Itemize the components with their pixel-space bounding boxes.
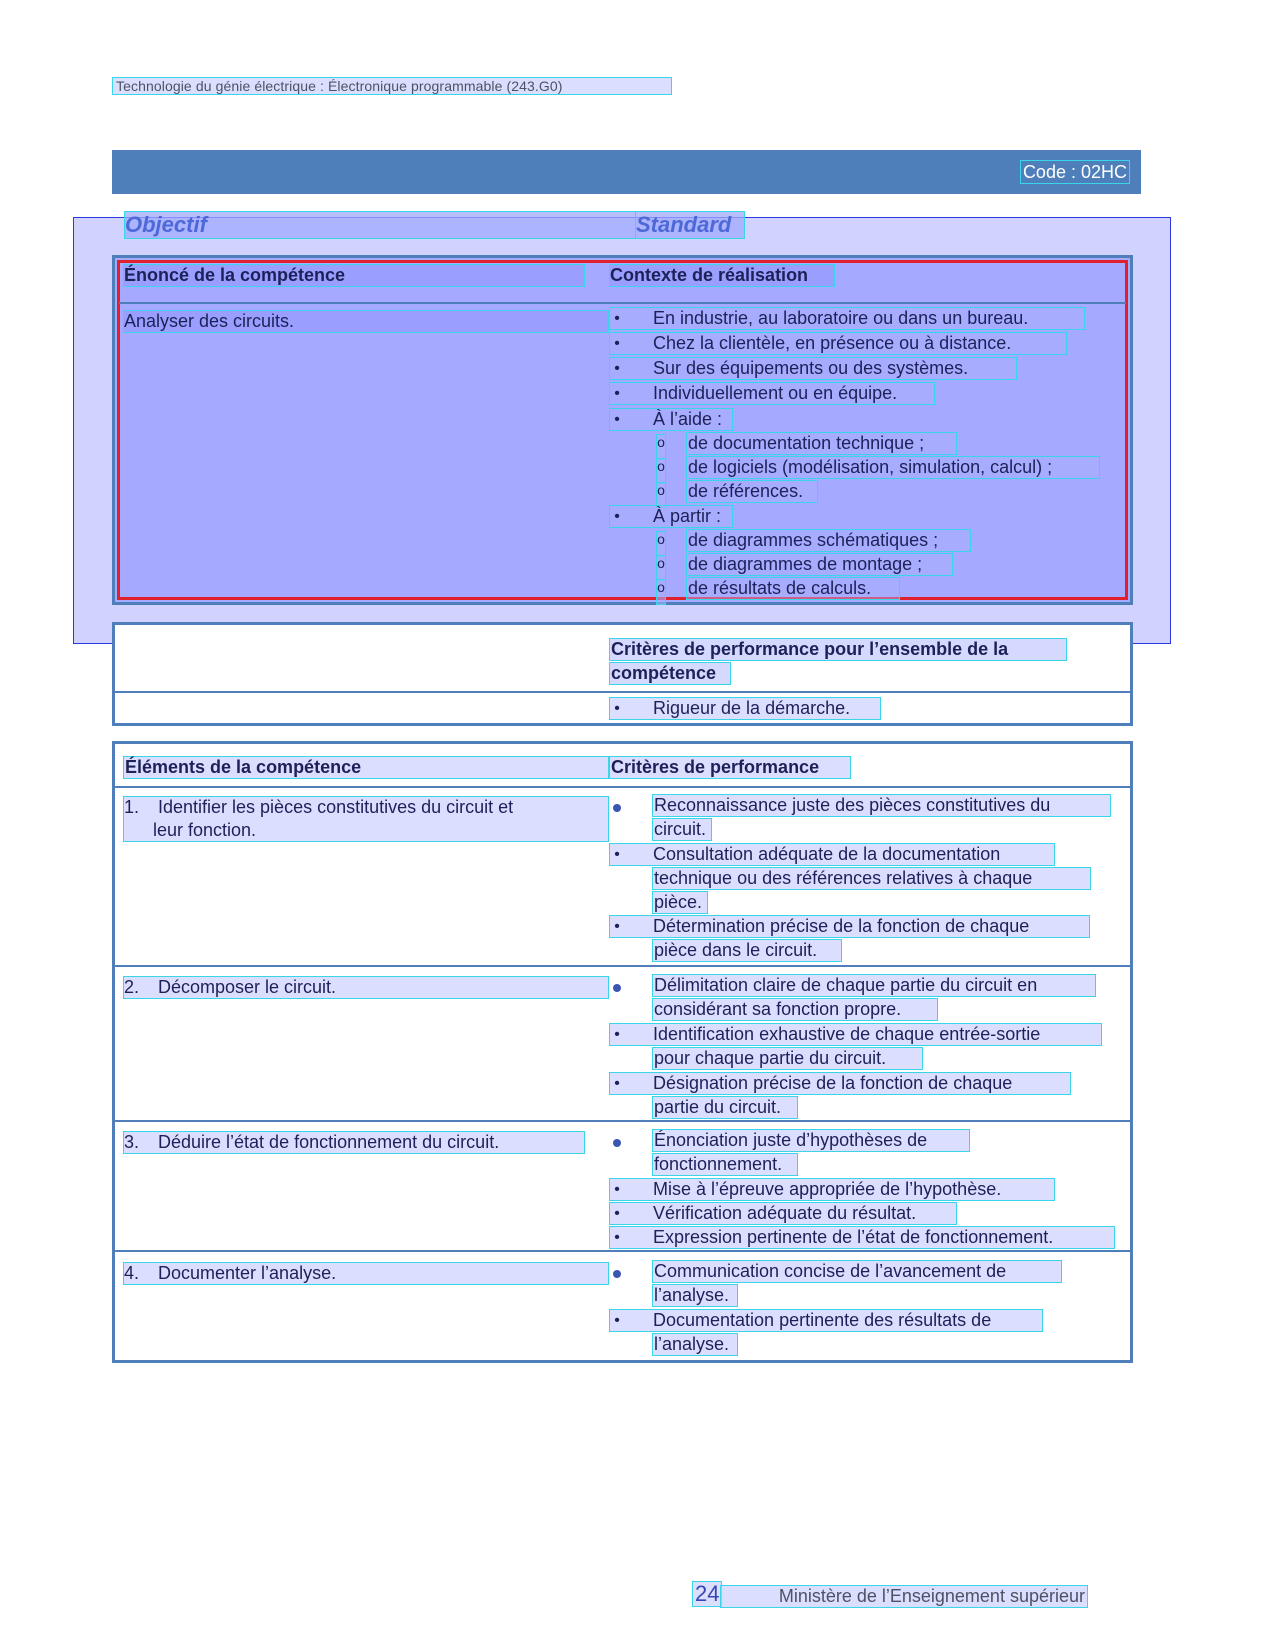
criterion-line: Énonciation juste d’hypothèses de: [652, 1129, 970, 1152]
table-divider: [115, 965, 1130, 967]
competence-table: [112, 255, 1133, 605]
criterion-line: [609, 843, 1055, 866]
criterion-text: Désignation précise de la fonction de chaque: [653, 1073, 1013, 1093]
sub-bullet-icon: o: [656, 458, 666, 484]
criterion-line: fonctionnement.: [652, 1153, 798, 1176]
bullet-icon: •: [614, 1075, 620, 1092]
ensemble-item: [609, 697, 881, 720]
criterion-text: Documentation pertinente des résultats de: [653, 1310, 992, 1330]
table-divider: [119, 302, 1126, 304]
contexte-item: [609, 408, 733, 431]
bullet-icon: •: [614, 1026, 620, 1043]
bullet-icon: •: [614, 1181, 620, 1198]
criterion-line: [609, 1023, 1102, 1046]
element-row-4: [123, 1262, 609, 1285]
criterion-line: [609, 1226, 1115, 1249]
contexte-item-text: Individuellement ou en équipe.: [653, 383, 898, 403]
bullet-icon: •: [614, 700, 620, 717]
bullet-icon: •: [614, 508, 620, 525]
aide-sub-item: de documentation technique ;: [686, 432, 957, 455]
bullet-icon: [613, 1270, 621, 1278]
objectif-title: Objectif: [124, 211, 636, 239]
criterion-line: [609, 915, 1090, 938]
sub-bullet-icon: o: [656, 482, 666, 508]
contexte-item-text: À l’aide :: [653, 409, 723, 429]
contexte-item-text: Chez la clientèle, en présence ou à distance.: [653, 333, 1012, 353]
criterion-line: [609, 1202, 957, 1225]
document-header-line: Technologie du génie électrique : Électronique programmable (243.G0): [112, 77, 672, 95]
criterion-text: Expression pertinente de l’état de fonctionnement.: [653, 1227, 1054, 1247]
criterion-text: Vérification adéquate du résultat.: [653, 1203, 917, 1223]
contexte-item: [609, 382, 935, 405]
criterion-line: [609, 1309, 1043, 1332]
element-number: 3.: [124, 1132, 140, 1152]
bullet-icon: •: [614, 310, 620, 327]
criterion-line: [609, 1072, 1071, 1095]
element-number: 1.: [124, 797, 140, 817]
element-line: Documenter l’analyse.: [158, 1263, 337, 1283]
sub-bullet-icon: o: [656, 434, 666, 460]
criterion-line: pièce.: [652, 891, 708, 914]
element-line: leur fonction.: [153, 820, 257, 840]
bullet-icon: •: [614, 1229, 620, 1246]
bullet-icon: •: [614, 385, 620, 402]
code-label: Code : 02HC: [1020, 160, 1130, 184]
table-divider: [115, 1250, 1130, 1252]
criterion-line: [609, 1178, 1055, 1201]
ensemble-item-text: Rigueur de la démarche.: [653, 698, 851, 718]
element-line: Identifier les pièces constitutives du circuit et: [158, 797, 514, 817]
standard-title: Standard: [635, 211, 745, 239]
contexte-item: [609, 505, 733, 528]
ministry-label: Ministère de l’Enseignement supérieur: [720, 1585, 1088, 1608]
criterion-text: Détermination précise de la fonction de chaque: [653, 916, 1030, 936]
element-row-1: [123, 796, 609, 842]
partir-sub-item: de diagrammes schématiques ;: [686, 529, 971, 552]
bullet-icon: •: [614, 1312, 620, 1329]
criterion-line: Communication concise de l’avancement de: [652, 1260, 1062, 1283]
aide-sub-item: de logiciels (modélisation, simulation, calcul) ;: [686, 456, 1100, 479]
bullet-icon: •: [614, 846, 620, 863]
criterion-line: Reconnaissance juste des pièces constitutives du: [652, 794, 1111, 817]
criterion-line: technique ou des références relatives à chaque: [652, 867, 1091, 890]
elements-header: Éléments de la compétence: [123, 756, 609, 779]
table-divider: [115, 691, 1130, 693]
criterion-line: pièce dans le circuit.: [652, 939, 842, 962]
element-row-3: [123, 1131, 585, 1154]
partir-sub-item: de résultats de calculs.: [686, 577, 900, 600]
sub-bullet-icon: o: [656, 531, 666, 557]
bullet-icon: [613, 804, 621, 812]
bullet-icon: •: [614, 411, 620, 428]
bullet-icon: •: [614, 360, 620, 377]
contexte-item: [609, 357, 1017, 380]
contexte-header: Contexte de réalisation: [609, 264, 835, 287]
element-number: 4.: [124, 1263, 140, 1283]
page-number: 24: [692, 1581, 722, 1607]
aide-sub-item: de références.: [686, 480, 818, 503]
element-line: Décomposer le circuit.: [158, 977, 337, 997]
criterion-text: Consultation adéquate de la documentation: [653, 844, 1001, 864]
criterion-line: Délimitation claire de chaque partie du circuit en: [652, 974, 1096, 997]
contexte-item-text: En industrie, au laboratoire ou dans un bureau.: [653, 308, 1029, 328]
criterion-line: partie du circuit.: [652, 1096, 798, 1119]
ensemble-header-line2: compétence: [609, 662, 731, 685]
bullet-icon: •: [614, 918, 620, 935]
criterion-line: l’analyse.: [652, 1333, 738, 1356]
sub-bullet-icon: o: [656, 579, 666, 605]
partir-sub-item: de diagrammes de montage ;: [686, 553, 953, 576]
contexte-item: [609, 332, 1067, 355]
criterion-line: circuit.: [652, 818, 712, 841]
table-divider: [115, 786, 1130, 788]
element-line: Déduire l’état de fonctionnement du circuit.: [158, 1132, 500, 1152]
criteres-header: Critères de performance: [609, 756, 851, 779]
bullet-icon: [613, 984, 621, 992]
element-number: 2.: [124, 977, 140, 997]
contexte-item-text: Sur des équipements ou des systèmes.: [653, 358, 969, 378]
criterion-line: pour chaque partie du circuit.: [652, 1047, 923, 1070]
criterion-line: l’analyse.: [652, 1284, 738, 1307]
criterion-text: Identification exhaustive de chaque entrée-sortie: [653, 1024, 1041, 1044]
table-divider: [115, 1120, 1130, 1122]
enonce-text: Analyser des circuits.: [123, 310, 609, 333]
code-banner: [112, 150, 1141, 194]
enonce-header: Énoncé de la compétence: [123, 264, 585, 287]
elements-table: [112, 741, 1133, 1363]
bullet-icon: •: [614, 1205, 620, 1222]
ensemble-table: [112, 622, 1133, 726]
criterion-text: Mise à l’épreuve appropriée de l’hypothèse.: [653, 1179, 1002, 1199]
element-row-2: [123, 976, 609, 999]
bullet-icon: •: [614, 335, 620, 352]
bullet-icon: [613, 1139, 621, 1147]
criterion-line: considérant sa fonction propre.: [652, 998, 938, 1021]
contexte-item-text: À partir :: [653, 506, 722, 526]
contexte-item: [609, 307, 1085, 330]
ensemble-header-line1: Critères de performance pour l’ensemble de la: [609, 638, 1067, 661]
sub-bullet-icon: o: [656, 555, 666, 581]
